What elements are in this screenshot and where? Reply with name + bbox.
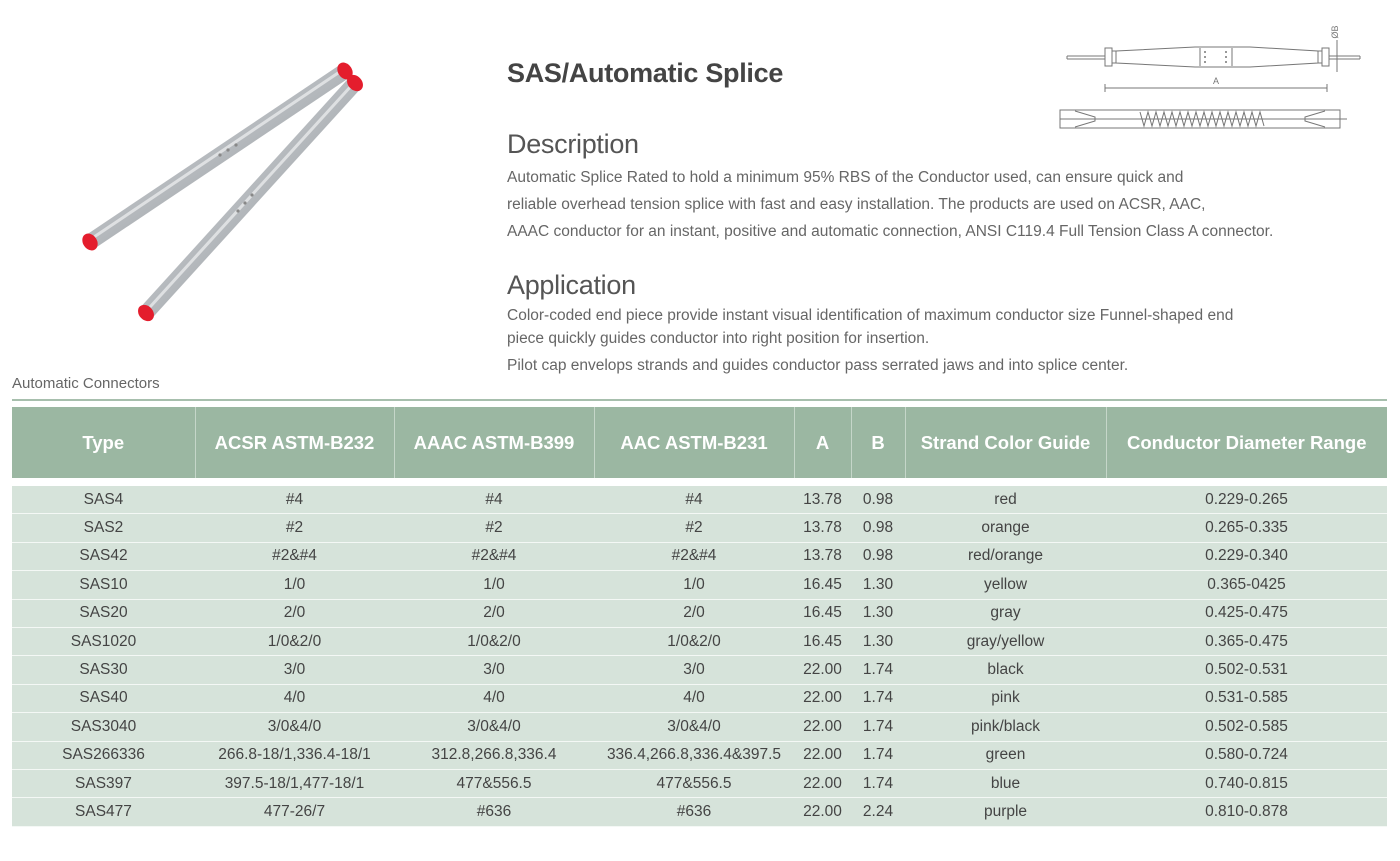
cell-b: 1.74 [851,769,905,797]
application-line: Pilot cap envelops strands and guides conductor pass serrated jaws and into splice center. [507,357,1129,374]
cell-aaac: 2/0 [394,599,594,627]
cell-a: 13.78 [794,486,851,514]
cell-aaac: #636 [394,798,594,826]
cell-acsr: #2&#4 [195,542,394,570]
cell-diameter-range: 0.229-0.265 [1106,486,1387,514]
cell-type: SAS40 [12,684,195,712]
cell-a: 22.00 [794,769,851,797]
cell-strand-color: red [905,486,1106,514]
cell-strand-color: red/orange [905,542,1106,570]
cell-a: 22.00 [794,656,851,684]
cell-aac: 3/0&4/0 [594,713,794,741]
cell-acsr: 3/0 [195,656,394,684]
table-caption: Automatic Connectors [12,375,160,392]
cell-aac: 2/0 [594,599,794,627]
cell-strand-color: purple [905,798,1106,826]
cell-aaac: 4/0 [394,684,594,712]
column-header-aac: AAC ASTM-B231 [594,407,794,478]
cell-type: SAS397 [12,769,195,797]
cell-aaac: #2&#4 [394,542,594,570]
cell-diameter-range: 0.502-0.531 [1106,656,1387,684]
table-row [12,627,1387,655]
cell-aaac: #4 [394,486,594,514]
cell-diameter-range: 0.740-0.815 [1106,769,1387,797]
cell-aac: 336.4,266.8,336.4&397.5 [594,741,794,769]
cell-strand-color: blue [905,769,1106,797]
cell-b: 1.74 [851,684,905,712]
cell-b: 1.74 [851,741,905,769]
table-row [12,599,1387,627]
cell-aaac: 3/0 [394,656,594,684]
cell-diameter-range: 0.502-0.585 [1106,713,1387,741]
cell-acsr: 1/0&2/0 [195,627,394,655]
cell-aaac: 312.8,266.8,336.4 [394,741,594,769]
cell-aac: #2&#4 [594,542,794,570]
cell-diameter-range: 0.580-0.724 [1106,741,1387,769]
cell-diameter-range: 0.229-0.340 [1106,542,1387,570]
cell-a: 16.45 [794,599,851,627]
table-row [12,769,1387,797]
cell-acsr: #4 [195,486,394,514]
column-header-diameter-range: Conductor Diameter Range [1106,407,1387,478]
application-line: Color-coded end piece provide instant visual identification of maximum conductor size Funnel-shaped end [507,307,1234,324]
cell-aaac: 1/0&2/0 [394,627,594,655]
cell-strand-color: pink [905,684,1106,712]
cell-diameter-range: 0.531-0.585 [1106,684,1387,712]
cell-acsr: 4/0 [195,684,394,712]
cell-b: 1.30 [851,571,905,599]
cell-aac: #4 [594,486,794,514]
cell-aaac: #2 [394,514,594,542]
cell-a: 13.78 [794,514,851,542]
cell-b: 1.74 [851,713,905,741]
table-row [12,542,1387,570]
cell-strand-color: yellow [905,571,1106,599]
cell-a: 22.00 [794,684,851,712]
cell-b: 0.98 [851,542,905,570]
application-heading: Application [507,270,636,300]
cell-aaac: 477&556.5 [394,769,594,797]
cell-strand-color: black [905,656,1106,684]
cell-acsr: 266.8-18/1,336.4-18/1 [195,741,394,769]
cell-strand-color: pink/black [905,713,1106,741]
table-row [12,571,1387,599]
cell-aac: #636 [594,798,794,826]
cell-acsr: 1/0 [195,571,394,599]
dimension-label-b: ØB [1330,25,1340,39]
cell-type: SAS477 [12,798,195,826]
product-photo [60,55,380,330]
cell-aac: 4/0 [594,684,794,712]
table-row [12,741,1387,769]
description-line: reliable overhead tension splice with fast and easy installation. The products are used on ACSR, AAC, [507,196,1206,213]
cell-aac: 1/0&2/0 [594,627,794,655]
cell-aaac: 1/0 [394,571,594,599]
cell-acsr: 2/0 [195,599,394,627]
column-header-aaac: AAAC ASTM-B399 [394,407,594,478]
cell-type: SAS4 [12,486,195,514]
table-row [12,684,1387,712]
table-row [12,656,1387,684]
cell-aac: #2 [594,514,794,542]
spec-table [12,407,1387,827]
cell-b: 1.30 [851,599,905,627]
table-row [12,798,1387,826]
dimension-label-a: A [1212,76,1220,86]
cell-a: 13.78 [794,542,851,570]
cell-type: SAS42 [12,542,195,570]
column-header-b: B [851,407,905,478]
table-row [12,713,1387,741]
cell-acsr: 397.5-18/1,477-18/1 [195,769,394,797]
cell-aaac: 3/0&4/0 [394,713,594,741]
cell-strand-color: gray [905,599,1106,627]
application-line: piece quickly guides conductor into right position for insertion. [507,330,930,347]
table-row [12,486,1387,514]
cell-b: 1.30 [851,627,905,655]
table-row [12,514,1387,542]
cell-b: 2.24 [851,798,905,826]
cell-diameter-range: 0.810-0.878 [1106,798,1387,826]
cell-strand-color: green [905,741,1106,769]
column-header-acsr: ACSR ASTM-B232 [195,407,394,478]
cell-a: 22.00 [794,798,851,826]
cell-a: 22.00 [794,713,851,741]
cell-type: SAS3040 [12,713,195,741]
cell-type: SAS20 [12,599,195,627]
cell-aac: 1/0 [594,571,794,599]
table-header-row [12,407,1387,478]
cell-type: SAS266336 [12,741,195,769]
divider [12,399,1387,401]
cell-diameter-range: 0.425-0.475 [1106,599,1387,627]
cell-type: SAS10 [12,571,195,599]
product-title: SAS/Automatic Splice [507,58,784,88]
cell-type: SAS2 [12,514,195,542]
cell-a: 16.45 [794,571,851,599]
cell-acsr: #2 [195,514,394,542]
cell-type: SAS1020 [12,627,195,655]
cell-acsr: 477-26/7 [195,798,394,826]
cell-aac: 477&556.5 [594,769,794,797]
column-header-a: A [794,407,851,478]
cell-b: 0.98 [851,514,905,542]
cell-diameter-range: 0.265-0.335 [1106,514,1387,542]
cell-a: 22.00 [794,741,851,769]
cell-diameter-range: 0.365-0425 [1106,571,1387,599]
description-line: AAAC conductor for an instant, positive and automatic connection, ANSI C119.4 Full Tension Class A connector. [507,223,1274,240]
cell-aac: 3/0 [594,656,794,684]
column-header-strand-color: Strand Color Guide [905,407,1106,478]
cell-strand-color: orange [905,514,1106,542]
description-line: Automatic Splice Rated to hold a minimum 95% RBS of the Conductor used, can ensure quick and [507,169,1184,186]
cell-acsr: 3/0&4/0 [195,713,394,741]
cell-strand-color: gray/yellow [905,627,1106,655]
cell-a: 16.45 [794,627,851,655]
technical-drawing [1055,22,1367,134]
cell-b: 1.74 [851,656,905,684]
cell-b: 0.98 [851,486,905,514]
description-heading: Description [507,129,639,159]
cell-type: SAS30 [12,656,195,684]
column-header-type: Type [12,407,195,478]
cell-diameter-range: 0.365-0.475 [1106,627,1387,655]
